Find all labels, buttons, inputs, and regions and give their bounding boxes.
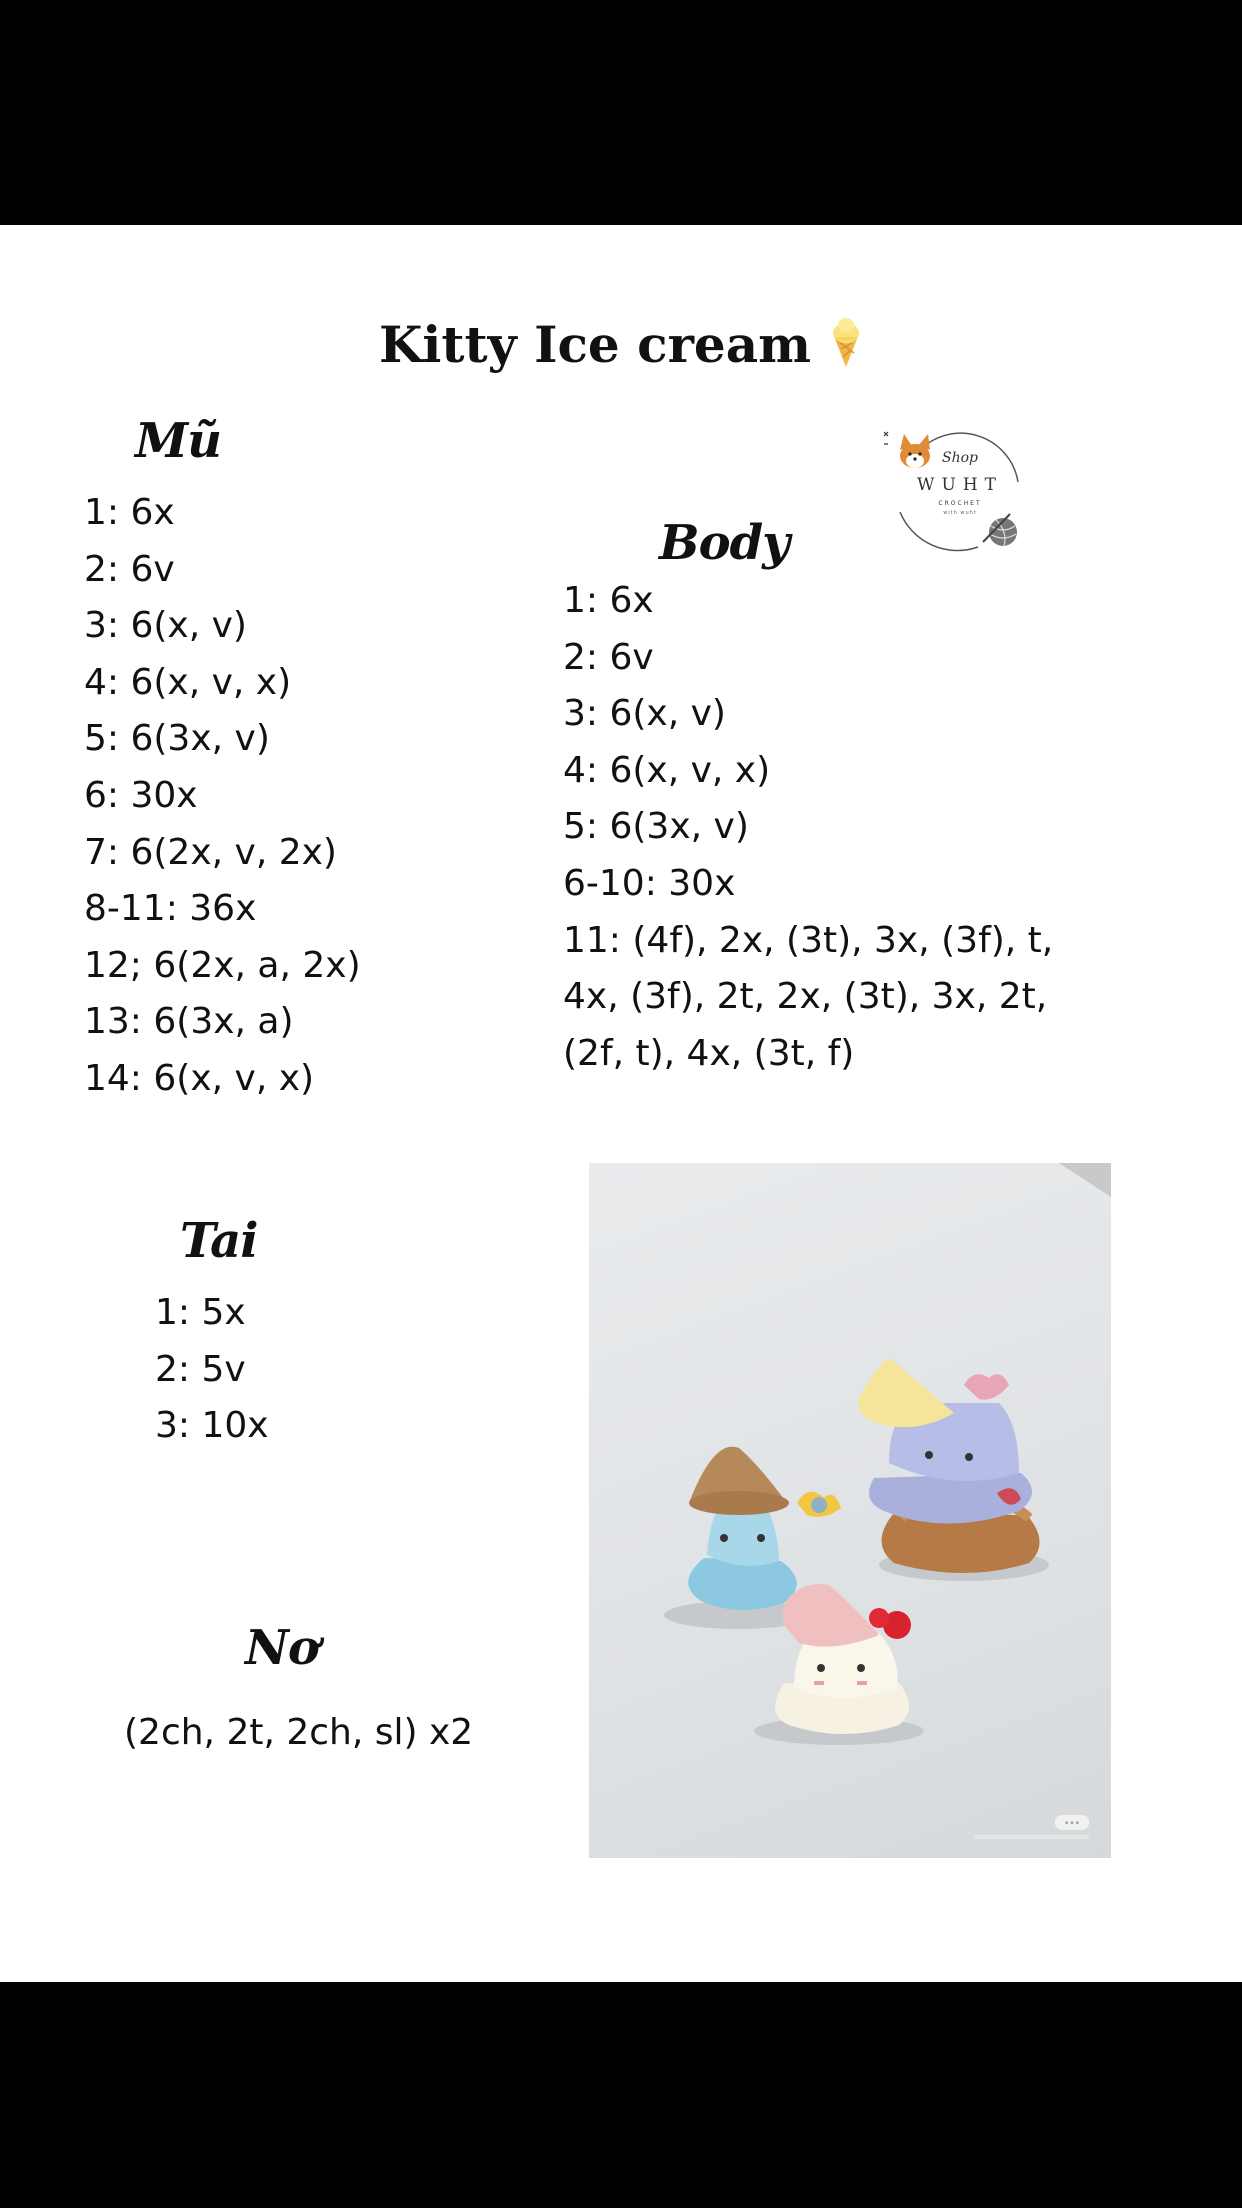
mu-row: 7: 6(2x, v, 2x) xyxy=(84,831,337,873)
no-heading: Nơ xyxy=(245,1620,319,1676)
mu-row: 12; 6(2x, a, 2x) xyxy=(84,944,361,986)
body-row: 5: 6(3x, v) xyxy=(563,806,749,848)
body-row: 6-10: 30x xyxy=(563,862,736,904)
mu-row: 8-11: 36x xyxy=(84,888,257,930)
pattern-page xyxy=(0,225,1242,1982)
body-row: 4: 6(x, v, x) xyxy=(563,749,771,791)
mu-row: 5: 6(3x, v) xyxy=(84,718,270,760)
mu-row: 3: 6(x, v) xyxy=(84,605,247,647)
crochet-photo xyxy=(589,1163,1111,1858)
tai-rows xyxy=(155,1285,269,1455)
mu-row: 13: 6(3x, a) xyxy=(84,1001,294,1043)
body-row: (2f, t), 4x, (3t, f) xyxy=(563,1032,855,1074)
body-row: 1: 6x xyxy=(563,580,654,621)
mu-row: 4: 6(x, v, x) xyxy=(84,661,292,703)
logo-subtext: CROCHET xyxy=(938,500,982,507)
body-heading: Body xyxy=(659,515,790,571)
body-rows xyxy=(563,573,1053,1082)
tai-heading: Tai xyxy=(180,1213,258,1269)
shop-logo xyxy=(878,422,1038,557)
logo-tagline: with wuht xyxy=(943,510,977,516)
no-row: (2ch, 2t, 2ch, sl) x2 xyxy=(124,1712,474,1753)
page-title xyxy=(0,315,1242,382)
body-row: 11: (4f), 2x, (3t), 3x, (3f), t, xyxy=(563,919,1054,961)
mu-row: 6: 30x xyxy=(84,774,198,816)
mu-row: 1: 6x xyxy=(84,492,175,533)
tai-row: 1: 5x xyxy=(155,1292,246,1333)
body-row: 2: 6v xyxy=(563,636,654,678)
svg-text:Shop: Shop xyxy=(942,450,978,466)
tai-row: 3: 10x xyxy=(155,1405,269,1447)
mu-rows xyxy=(84,485,361,1108)
photo-badge: ••• xyxy=(1064,1819,1080,1829)
ice-cream-cone-icon xyxy=(829,317,863,382)
mu-row: 14: 6(x, v, x) xyxy=(84,1057,315,1099)
no-rows xyxy=(124,1705,473,1762)
mu-row: 2: 6v xyxy=(84,548,175,590)
logo-text: WUHT xyxy=(917,475,1003,495)
body-row: 4x, (3f), 2t, 2x, (3t), 3x, 2t, xyxy=(563,976,1048,1018)
tai-row: 2: 5v xyxy=(155,1348,246,1390)
mu-heading: Mũ xyxy=(135,413,222,469)
body-row: 3: 6(x, v) xyxy=(563,693,726,735)
title-text: Kitty Ice cream xyxy=(378,315,812,374)
